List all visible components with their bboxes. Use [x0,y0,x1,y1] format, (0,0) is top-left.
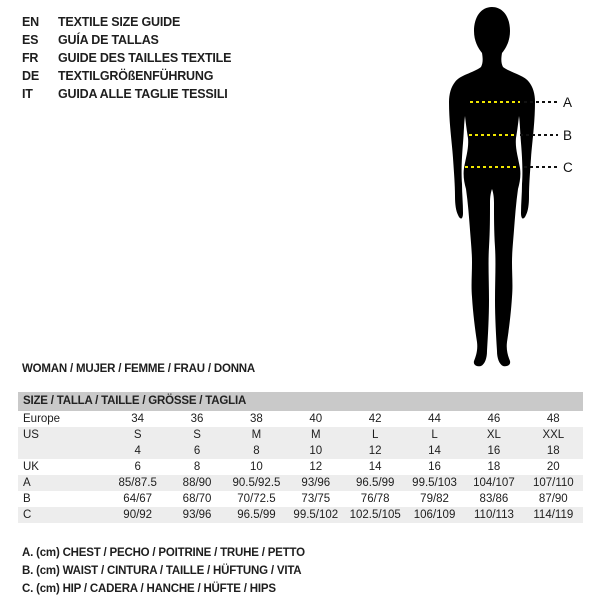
size-table-header: SIZE / TALLA / TAILLE / GRÖSSE / TAGLIA [18,392,583,411]
size-cell: 87/90 [538,493,568,505]
table-row-waist [18,491,583,507]
row-label: Europe [23,413,61,425]
language-row [22,85,231,103]
language-row [22,13,231,31]
size-cell: 34 [131,413,145,425]
size-cell: S [108,427,167,443]
size-cell: 68/70 [182,493,212,505]
table-row-hip [18,507,583,523]
row-label: US [18,427,108,443]
size-cell: 12 [309,461,323,473]
size-cell: 93/96 [167,507,226,523]
size-cell: 96.5/99 [346,475,405,491]
size-cell: 110/113 [464,507,523,523]
size-cell: 85/87.5 [108,475,167,491]
language-title: GUIDA ALLE TAGLIE TESSILI [58,87,228,101]
size-cell: 16 [464,443,523,459]
legend-line-hip: C. (cm) HIP / CADERA / HANCHE / HÜFTE / HIPS [22,583,276,595]
size-cell: S [167,427,226,443]
language-code: DE [22,69,39,83]
language-row [22,49,231,67]
woman-silhouette-figure [432,5,582,368]
size-cell: 114/119 [524,507,583,523]
size-cell: 10 [286,443,345,459]
language-row [22,31,231,49]
size-cell: XL [464,427,523,443]
language-code: ES [22,33,39,47]
size-cell: 99.5/103 [405,475,464,491]
size-cell: 38 [250,413,263,425]
size-table [18,392,583,523]
language-code: IT [22,87,33,101]
table-row-europe [18,411,583,427]
size-cell: 76/78 [360,493,390,505]
size-cell: 18 [487,461,501,473]
language-title: TEXTILGRÖßENFÜHRUNG [58,69,214,83]
language-title: GUIDE DES TAILLES TEXTILE [58,51,232,65]
size-cell: 93/96 [286,475,345,491]
size-cell: 36 [190,413,204,425]
size-cell: 8 [227,443,286,459]
size-cell: 48 [546,413,560,425]
size-cell: 14 [368,461,382,473]
size-cell: 90.5/92.5 [227,475,286,491]
size-cell: 8 [193,461,201,473]
row-label [18,443,108,459]
table-row-us-letters [18,427,583,443]
language-title: GUÍA DE TALLAS [58,33,159,47]
size-cell: 106/109 [405,507,464,523]
size-cell: 70/72.5 [237,493,276,505]
size-cell: L [405,427,464,443]
size-cell: 90/92 [108,507,167,523]
silhouette-body-shape [449,7,535,366]
row-label: A [18,475,108,491]
size-cell: 42 [368,413,382,425]
size-cell: 99.5/102 [286,507,345,523]
size-cell: 104/107 [464,475,523,491]
row-label: C [18,507,108,523]
measure-label-a: A [563,95,573,110]
measure-label-b: B [563,128,573,143]
size-cell: 20 [546,461,560,473]
table-row-uk [18,459,583,475]
size-cell: 6 [167,443,226,459]
size-cell: 18 [524,443,583,459]
size-cell: L [346,427,405,443]
language-code: EN [22,15,39,29]
size-cell: 44 [428,413,441,425]
size-cell: 96.5/99 [227,507,286,523]
legend-line-chest: A. (cm) CHEST / PECHO / POITRINE / TRUHE / PETTO [22,547,305,559]
size-cell: 88/90 [167,475,226,491]
row-label: UK [23,461,39,473]
size-cell: 10 [250,461,263,473]
size-cell: 12 [346,443,405,459]
legend-line-waist: B. (cm) WAIST / CINTURA / TAILLE / HÜFTUNG / VITA [22,565,302,577]
size-cell: 79/82 [420,493,449,505]
measure-label-c: C [563,160,573,175]
size-cell: M [227,427,286,443]
table-row-us-numbers [18,443,583,459]
language-list [22,13,231,103]
size-cell: 83/86 [479,493,509,505]
size-cell: 107/110 [524,475,583,491]
table-row-chest [18,475,583,491]
row-label: B [23,493,31,505]
size-cell: M [286,427,345,443]
size-cell: 102.5/105 [346,507,405,523]
size-cell: 16 [428,461,441,473]
size-cell: 6 [134,461,141,473]
size-cell: 73/75 [301,493,331,505]
measurement-legend [22,544,305,598]
table-section-title: WOMAN / MUJER / FEMME / FRAU / DONNA [22,363,256,375]
size-cell: 46 [487,413,501,425]
size-cell: 4 [108,443,167,459]
language-row [22,67,231,85]
language-code: FR [22,51,39,65]
language-title: TEXTILE SIZE GUIDE [58,15,181,29]
size-cell: 64/67 [123,493,153,505]
size-cell: 40 [309,413,323,425]
size-cell: XXL [524,427,583,443]
size-table-header-row [18,392,583,411]
size-cell: 14 [405,443,464,459]
